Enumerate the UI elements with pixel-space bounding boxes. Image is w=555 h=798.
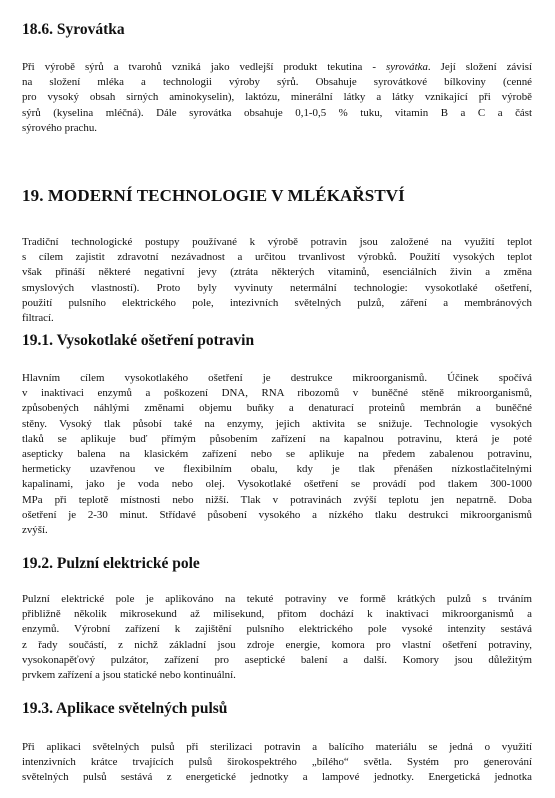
section-heading: 18.6. Syrovátka	[22, 21, 125, 38]
text-line: vysokonapěťový pulzátor, zařízení pro aseptické balení a další. Komory jsou důležitým	[22, 653, 532, 666]
text-line: Při výrobě sýrů a tvarohů vzniká jako vedlejší produkt tekutina - syrovátka. Její složení závisí	[22, 61, 533, 73]
section-heading: 19.2. Pulzní elektrické pole	[22, 555, 200, 572]
text-line: Tradiční technologické postupy používané k výrobě potravin jsou založené na využití teplot	[22, 236, 532, 248]
text-line: enzymů. Výrobní zařízení k zajištění pulsního elektrického pole vysoké intenzity sestává	[22, 623, 532, 636]
text-line: filtrací.	[22, 312, 54, 325]
text-line: pro vysoký obsah sirných aminokyselin), laktózu, minerální látky a látky vznikající při výrobě	[22, 91, 532, 104]
text-line: stěny. Vysoký tlak působí také na enzymy, jejich aktivita se snižuje. Technologie vysokých	[22, 417, 532, 430]
text-line: v inaktivaci enzymů a poškození DNA, RNA ribozomů v buněčné stěně mikroorganismů,	[22, 387, 532, 400]
text-line: sýrů (kyselina mléčná). Dále syrovátka obsahuje 0,1-0,5 % tuku, vitamin B a C a část	[22, 106, 532, 119]
text-line: přibližně několik mikrosekund až milisekund, přitom dochází k inaktivaci mikroorganismů a	[22, 608, 532, 621]
text-line: intenzivních krátce trvajících pulsů širokospektrého „bílého“ světla. Systém pro generování	[22, 756, 532, 769]
paragraph	[22, 740, 532, 786]
paragraph	[22, 235, 532, 326]
text-line: hermeticky uzavřenou ve flexibilním obalu, kdy je tlak přenášen nízkostlačitelnými	[22, 463, 532, 476]
text-line: ošetření je 2-30 minut. Střídavé působení vysokého a nízkého tlaku destrukci mikroorganismů	[22, 508, 532, 521]
text-line: kapalinami, jako je voda nebo olej. Vysokotlaké ošetření se provádí pod tlakem 300-1000	[22, 478, 532, 491]
text-line: smyslových vlastností). Proto byly vyvinuty netermální technologie: vysokotlaké ošetření,	[22, 281, 532, 294]
text-line: však přináší některé negativní jevy (ztráta některých vitaminů, esenciálních živin a změna	[22, 266, 532, 279]
text-line: sýrového prachu.	[22, 121, 98, 134]
section-heading: 19.3. Aplikace světelných pulsů	[22, 700, 228, 717]
text-line: Pulzní elektrické pole je aplikováno na tekuté potraviny ve formě krátkých pulzů s trváním	[22, 593, 532, 605]
paragraph	[22, 371, 532, 538]
text-line: tlaků se aplikuje buď přímým působením zařízení na kapalnou potravinu, která je poté	[22, 432, 532, 445]
text-line: Hlavním cílem vysokotlakého ošetření je destrukce mikroorganismů. Účinek spočívá	[22, 372, 532, 384]
text-line: zvýší.	[22, 524, 48, 537]
paragraph	[22, 60, 532, 136]
text-line: MPa při teplotě místnosti nebo nižší. Tlak v potravinách zvýší teplotu jen nepatrně. Doba	[22, 493, 532, 506]
paragraph	[22, 592, 532, 683]
text-line: použití pulsního elektrického pole, intezivních světelných pulzů, záření a membránových	[22, 296, 532, 309]
text-line: s cílem zajistit zdravotní nezávadnost a určitou trvanlivost výrobků. Použití vysokých teplot	[22, 251, 532, 264]
text-line: světelných pulsů sestává z energetické jednotky a lampové jednotky. Energetická jednotka	[22, 771, 532, 784]
section-heading: 19.1. Vysokotlaké ošetření potravin	[22, 332, 255, 349]
text-line: Při aplikaci světelných pulsů při sterilizaci potravin a balícího materiálu se jedná o využití	[22, 741, 532, 753]
text-line: asepticky balena na klasickém zařízení nebo se aplikuje na předem zabalenou potravinu,	[22, 448, 532, 461]
text-line: prvkem zařízení a jsou statické nebo kontinuální.	[22, 669, 236, 682]
text-line: z řady součástí, z nichž základní jsou zdroje energie, komora pro vlastní ošetření potraviny,	[22, 638, 532, 651]
text-line: na složení mléka a technologii výroby sýrů. Obsahuje syrovátkové bílkoviny (cenné	[22, 76, 532, 89]
text-line: způsobených náhlými změnami objemu buňky a denaturací proteinů membrán a buněčné	[22, 402, 532, 415]
chapter-heading: 19. MODERNÍ TECHNOLOGIE V MLÉKAŘSTVÍ	[22, 186, 405, 205]
